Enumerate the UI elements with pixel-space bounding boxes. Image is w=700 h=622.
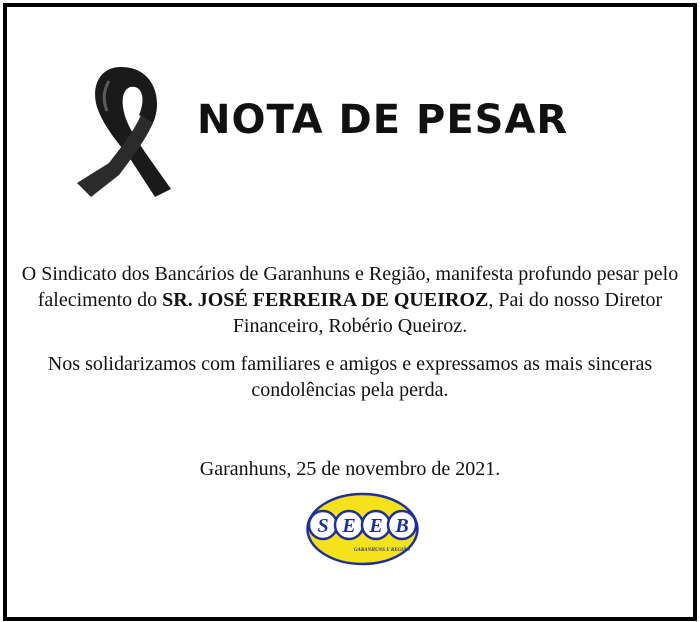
logo-letter-2: E [342,515,356,537]
logo-letter-3: E [369,515,383,537]
logo-letter-4: B [395,515,409,537]
main-paragraph-tail: , Pai do nosso Diretor Financeiro, Robério Queiroz. [232,289,663,337]
note-frame [3,3,697,621]
logo-letter-1: S [317,515,329,537]
seeb-logo [305,491,420,567]
logo-subtitle: GARANHUNS E REGIÃO [353,548,411,553]
main-paragraph-text: O Sindicato dos Bancários de Garanhuns e Região, manifesta profundo pesar pelo falecimento do [21,263,679,311]
date-line: Garanhuns, 25 de novembro de 2021. [199,458,501,480]
main-paragraph [7,261,693,339]
deceased-name: SR. JOSÉ FERREIRA DE QUEIROZ [162,289,489,311]
mourning-ribbon-icon [69,61,179,203]
page-title: NOTA DE PESAR [197,97,569,143]
condolence-paragraph: Nos solidarizamos com familiares e amigos e expressamos as mais sinceras condolências pela perda. [47,353,653,401]
